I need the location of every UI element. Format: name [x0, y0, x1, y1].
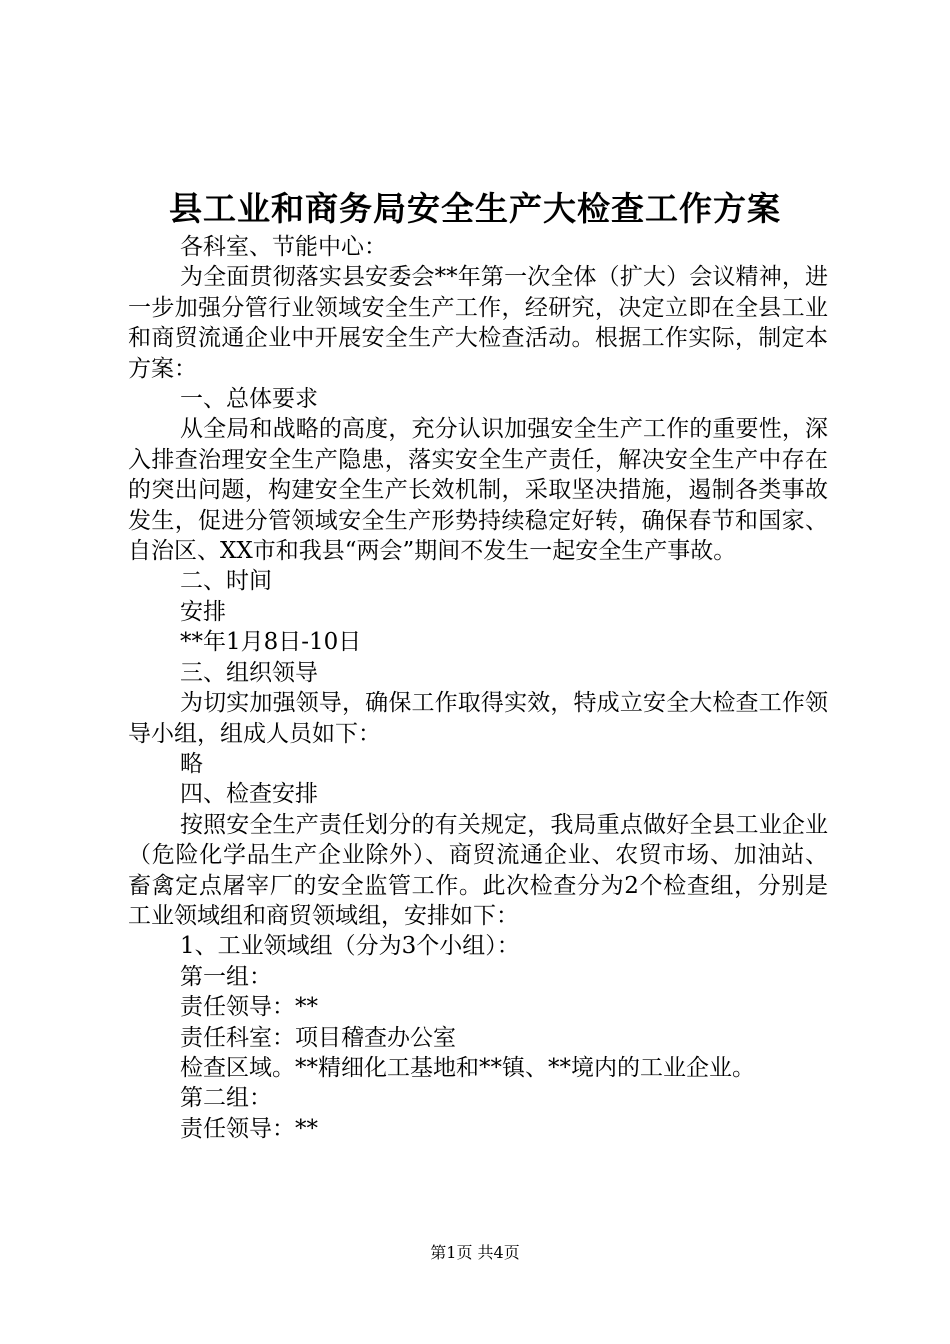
- general-requirements-paragraph: 从全局和战略的高度，充分认识加强安全生产工作的重要性，深入排查治理安全生产隐患，落实安全生产责任，解决安全生产中存在的突出问题，构建安全生产长效机制，采取坚决措施，遏制各类事故发生，促进分管领域安全生产形势持续稳定好转，确保春节和国家、自治区、XX市和我县“两会”期间不发生一起安全生产事故。: [128, 416, 828, 565]
- group-two-leader-line: 责任领导：**: [180, 1115, 318, 1142]
- intro-paragraph: 为全面贯彻落实县安委会**年第一次全体（扩大）会议精神，进一步加强分管行业领域安全生产工作，经研究，决定立即在全县工业和商贸流通企业中开展安全生产大检查活动。根据工作实际，制定本方案：: [128, 264, 828, 382]
- inspection-paragraph: 按照安全生产责任划分的有关规定，我局重点做好全县工业企业（危险化学品生产企业除外）、商贸流通企业、农贸市场、加油站、畜禽定点屠宰厂的安全监管工作。此次检查分为2个检查组，分别是工业领域组和商贸领域组，安排如下：: [128, 811, 828, 929]
- section-heading-leadership: 三、组织领导: [180, 659, 318, 686]
- section-heading-general-requirements: 一、总体要求: [180, 386, 318, 413]
- group-one-heading: 第一组：: [180, 963, 272, 990]
- document-body: [128, 232, 828, 1144]
- group-one-area-line: 检查区域。**精细化工基地和**镇、**境内的工业企业。: [180, 1054, 755, 1081]
- addressee-line: 各科室、节能中心：: [180, 234, 387, 260]
- group-one-leader-line: 责任领导：**: [180, 994, 318, 1021]
- time-arrangement-label: 安排: [180, 598, 226, 625]
- group-one-office-line: 责任科室：项目稽查办公室: [180, 1024, 456, 1051]
- section-heading-time: 二、时间: [180, 568, 272, 595]
- industrial-group-heading: 1、工业领域组（分为3个小组）：: [180, 933, 520, 960]
- document-title: 县工业和商务局安全生产大检查工作方案: [169, 189, 781, 228]
- group-two-heading: 第二组：: [180, 1085, 272, 1112]
- leadership-paragraph: 为切实加强领导，确保工作取得实效，特成立安全大检查工作领导小组，组成人员如下：: [128, 690, 828, 747]
- leadership-omitted-line: 略: [180, 750, 203, 777]
- page-number-footer: 第1页 共4页: [430, 1243, 520, 1262]
- section-heading-inspection: 四、检查安排: [180, 781, 318, 808]
- time-range-line: **年1月8日-10日: [180, 629, 362, 656]
